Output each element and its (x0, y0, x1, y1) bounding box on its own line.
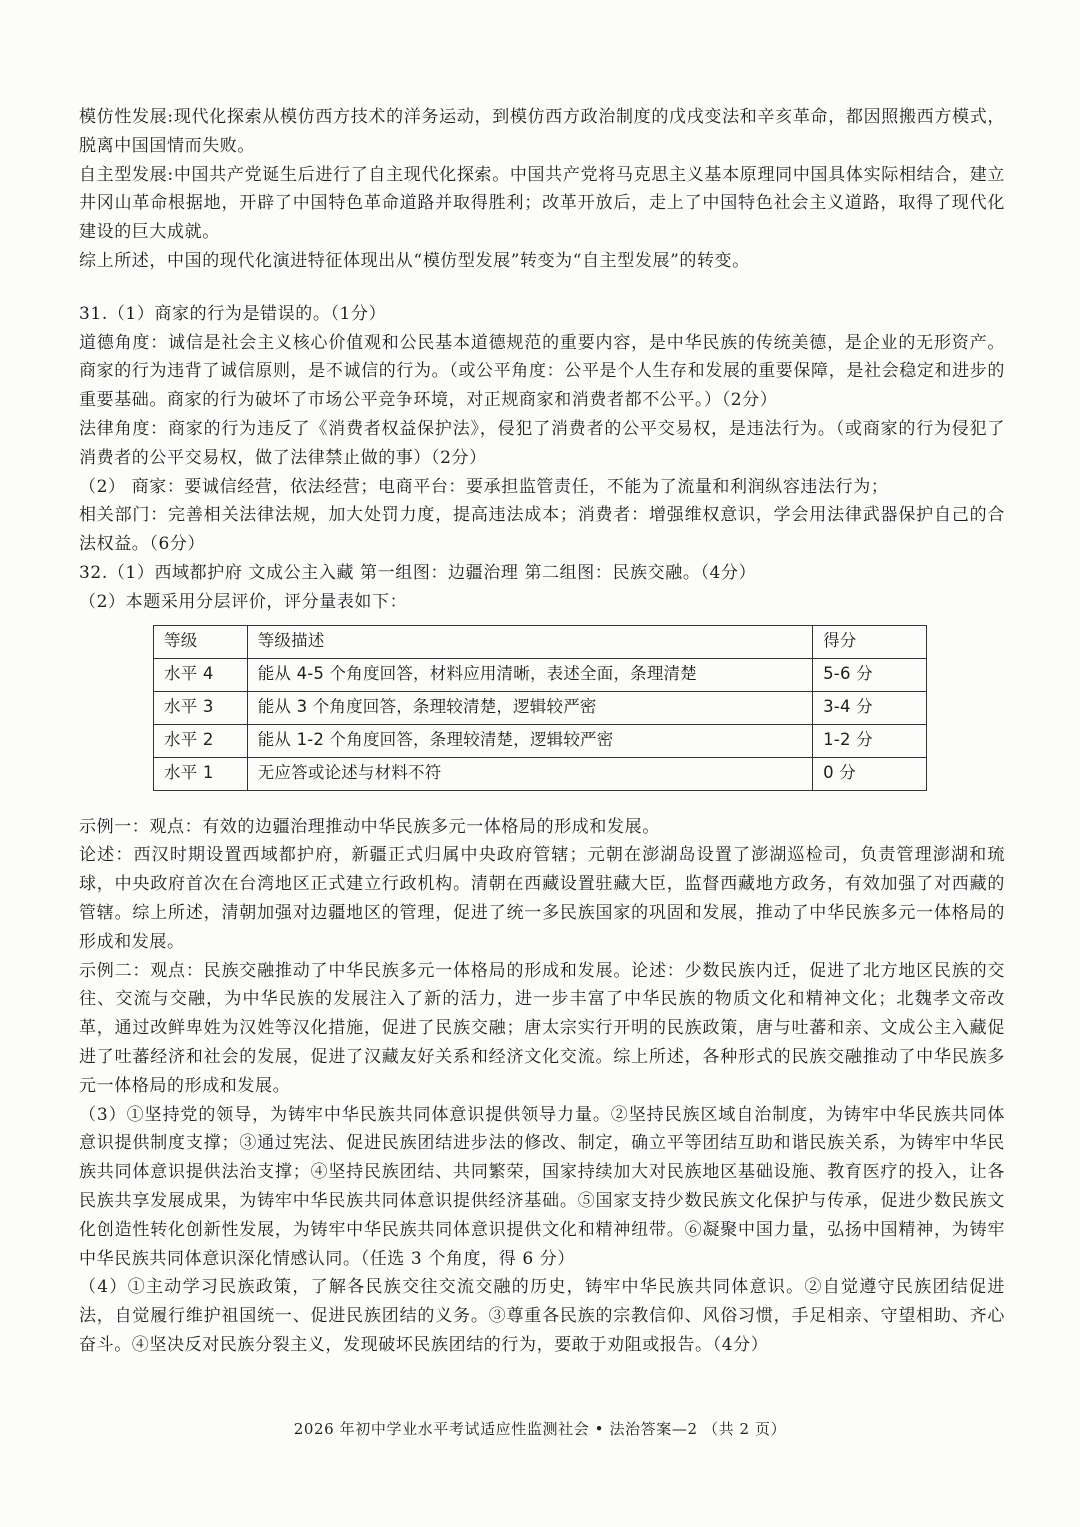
answer-sheet-page (79, 103, 1005, 1360)
table-header-level: 等级 (154, 625, 248, 658)
q31-part2-line1: （2） 商家：要诚信经营，依法经营；电商平台：要承担监管责任，不能为了流量和利润纵容违法行为； (79, 476, 889, 497)
q31-part1: 31.（1）商家的行为是错误的。（1分） (79, 303, 387, 324)
table-cell-level: 水平 2 (154, 724, 248, 757)
table-cell-description: 无应答或论述与材料不符 (247, 757, 812, 790)
q32-example1-viewpoint: 示例一：观点：有效的边疆治理推动中华民族多元一体格局的形成和发展。 (79, 816, 660, 837)
table-row (154, 757, 927, 790)
table-cell-description: 能从 1-2 个角度回答，条理较清楚，逻辑较严密 (247, 724, 812, 757)
table-cell-level: 水平 1 (154, 757, 248, 790)
table-cell-score: 5-6 分 (813, 658, 927, 691)
scoring-rubric-table (153, 625, 927, 791)
q32-part4: （4）①主动学习民族政策，了解各民族交往交流交融的历史，铸牢中华民族共同体意识。②自觉遵守民族团结促进法，自觉履行维护祖国统一、促进民族团结的义务。③尊重各民族的宗教信仰、风俗习惯，手足相亲、守望相助、齐心奋斗。④坚决反对民族分裂主义，发现破坏民族团结的行为，要敢于劝阻或报告。（4分） (79, 1277, 1005, 1355)
table-cell-level: 水平 3 (154, 691, 248, 724)
q32-example1-argument: 论述：西汉时期设置西域都护府，新疆正式归属中央政府管辖；元朝在澎湖岛设置了澎湖巡检司，负责管理澎湖和琉球，中央政府首次在台湾地区正式建立行政机构。清朝在西藏设置驻藏大臣，监督西藏地方政务，有效加强了对西藏的管辖。综上所述，清朝加强对边疆地区的管理，促进了统一多民族国家的巩固和发展，推动了中华民族多元一体格局的形成和发展。 (79, 845, 1005, 952)
table-header-description: 等级描述 (247, 625, 812, 658)
table-row (154, 658, 927, 691)
q32-part1: 32.（1）西域都护府 文成公主入藏 第一组图：边疆治理 第二组图：民族交融。（4分） (79, 562, 757, 583)
table-cell-level: 水平 4 (154, 658, 248, 691)
paragraph-autonomous-development: 自主型发展:中国共产党诞生后进行了自主现代化探索。中国共产党将马克思主义基本原理同中国具体实际相结合，建立井冈山革命根据地，开辟了中国特色革命道路并取得胜利；改革开放后，走上了中国特色社会主义道路，取得了现代化建设的巨大成就。 (79, 164, 1005, 243)
table-header-row (154, 625, 927, 658)
q31-moral-angle: 道德角度：诚信是社会主义核心价值观和公民基本道德规范的重要内容，是中华民族的传统美德，是企业的无形资产。商家的行为违背了诚信原则，是不诚信的行为。（或公平角度：公平是个人生存和发展的重要保障，是社会稳定和进步的重要基础。商家的行为破坏了市场公平竞争环境，对正规商家和消费者都不公平。）（2分） (79, 332, 1005, 411)
table-cell-description: 能从 3 个角度回答，条理较清楚，逻辑较严密 (247, 691, 812, 724)
table-cell-description: 能从 4-5 个角度回答，材料应用清晰，表述全面，条理清楚 (247, 658, 812, 691)
q32-part3: （3）①坚持党的领导，为铸牢中华民族共同体意识提供领导力量。②坚持民族区域自治制度，为铸牢中华民族共同体意识提供制度支撑；③通过宪法、促进民族团结进步法的修改、制定，确立平等团结互助和谐民族关系，为铸牢中华民族共同体意识提供法治支撑；④坚持民族团结、共同繁荣，国家持续加大对民族地区基础设施、教育医疗的投入，让各民族共享发展成果，为铸牢中华民族共同体意识提供经济基础。⑤国家支持少数民族文化保护与传承，促进少数民族文化创造性转化创新性发展，为铸牢中华民族共同体意识提供文化和精神纽带。⑥凝聚中国力量，弘扬中国精神，为铸牢中华民族共同体意识深化情感认同。（任选 3 个角度，得 6 分） (79, 1104, 1005, 1269)
table-cell-score: 0 分 (813, 757, 927, 790)
paragraph-imitative-development: 模仿性发展:现代化探索从模仿西方技术的洋务运动，到模仿西方政治制度的戊戌变法和辛亥革命，都因照搬西方模式，脱离中国国情而失败。 (79, 107, 1005, 156)
page-footer: 2026 年初中学业水平考试适应性监测社会 • 法治答案—2 （共 2 页） (293, 1420, 787, 1438)
q32-part2-intro: （2）本题采用分层评价，评分量表如下： (79, 591, 408, 612)
table-header-score: 得分 (813, 625, 927, 658)
table-cell-score: 1-2 分 (813, 724, 927, 757)
q31-part2-line2: 相关部门：完善相关法律法规，加大处罚力度，提高违法成本；消费者：增强维权意识，学会用法律武器保护自己的合法权益。（6分） (79, 505, 1005, 555)
q32-example2: 示例二：观点：民族交融推动了中华民族多元一体格局的形成和发展。论述：少数民族内迁，促进了北方地区民族的交往、交流与交融，为中华民族的发展注入了新的活力，进一步丰富了中华民族的物质文化和精神文化；北魏孝文帝改革，通过改鲜卑姓为汉姓等汉化措施，促进了民族交融；唐太宗实行开明的民族政策，唐与吐蕃和亲、文成公主入藏促进了吐蕃经济和社会的发展，促进了汉藏友好关系和经济文化交流。综上所述，各种形式的民族交融推动了中华民族多元一体格局的形成和发展。 (79, 960, 1005, 1096)
paragraph-summary: 综上所述，中国的现代化演进特征体现出从“模仿型发展”转变为“自主型发展”的转变。 (79, 250, 750, 271)
table-row (154, 691, 927, 724)
q31-legal-angle: 法律角度：商家的行为违反了《消费者权益保护法》，侵犯了消费者的公平交易权，是违法行为。（或商家的行为侵犯了消费者的公平交易权，做了法律禁止做的事）（2分） (79, 418, 1005, 468)
table-cell-score: 3-4 分 (813, 691, 927, 724)
table-row (154, 724, 927, 757)
